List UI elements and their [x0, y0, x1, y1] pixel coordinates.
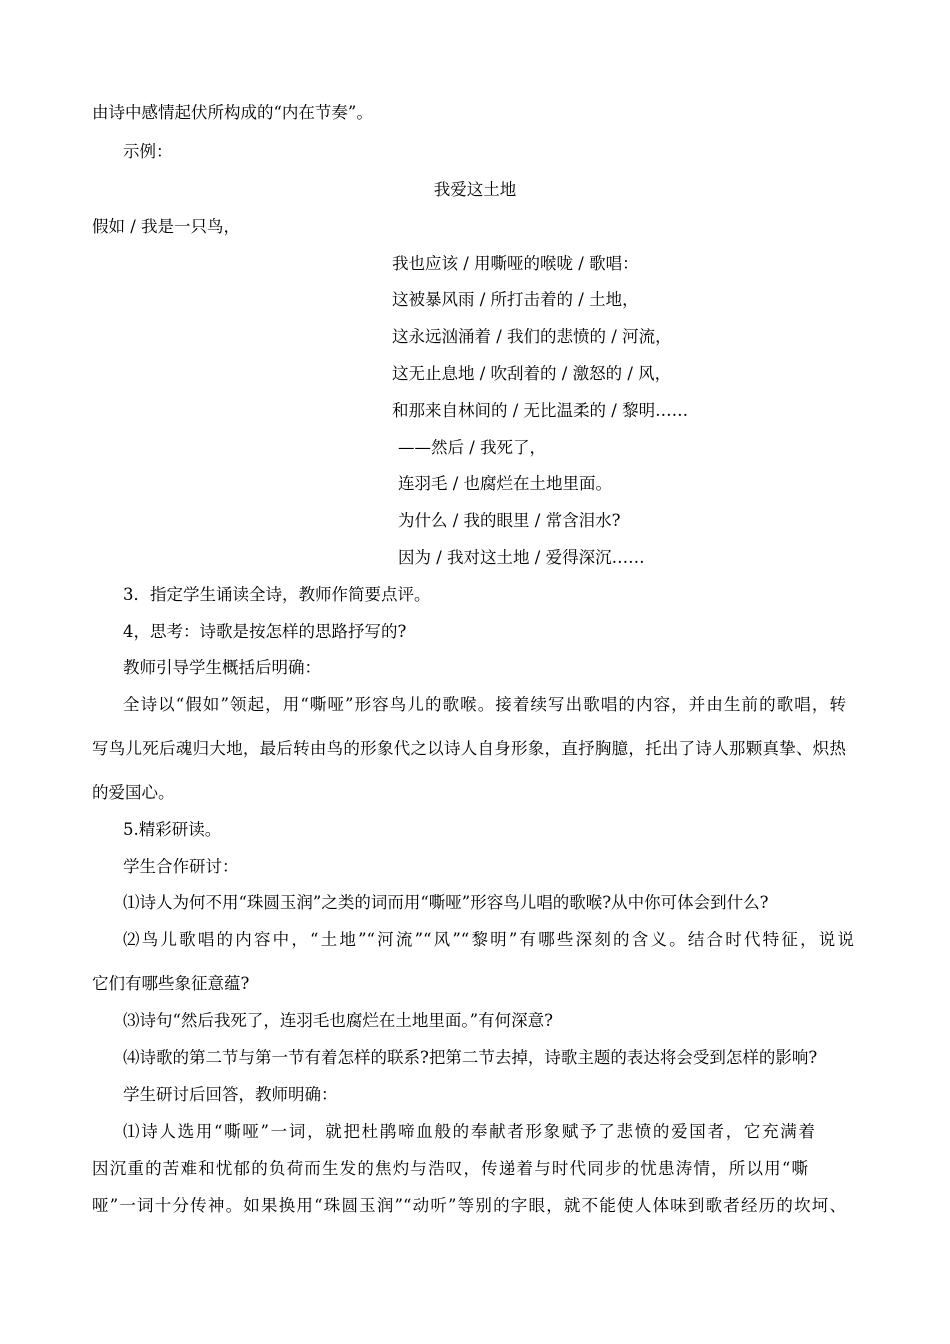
poem-line: 假如 / 我是一只鸟， — [92, 217, 241, 236]
poem-title: 我爱这土地 — [433, 180, 517, 199]
paragraph-line: 由诗中感情起伏所构成的“内在节奏”。 — [92, 103, 373, 122]
answer-line: 哑”一词十分传神。如果换用“珠圆玉润”“动听”等别的字眼，就不能使人体味到歌者经历的坎坷、 — [92, 1196, 846, 1215]
question-line: ⑵鸟儿歌唱的内容中，“土地”“河流”“风”“黎明”有哪些深刻的含义。结合时代特征，说说 — [123, 930, 854, 949]
paragraph-line: 4，思考：诗歌是按怎样的思路抒写的? — [123, 622, 407, 641]
poem-line: 这被暴风雨 / 所打击着的 / 土地， — [392, 290, 639, 309]
question-line: ⑴诗人为何不用“珠圆玉润”之类的词而用“嘶哑”形容鸟儿唱的歌喉?从中你可体会到什么? — [123, 893, 769, 912]
paragraph-line: 学生研讨后回答，教师明确： — [123, 1085, 338, 1104]
section-heading: 5.精彩研读。 — [123, 820, 222, 839]
question-line: ⑶诗句“然后我死了，连羽毛也腐烂在土地里面。”有何深意? — [123, 1011, 553, 1030]
answer-line: 因沉重的苦难和忧郁的负荷而生发的焦灼与浩叹，传递着与时代同步的忧患涛情，所以用“嘶 — [92, 1159, 808, 1178]
paragraph-line: 写鸟儿死后魂归大地，最后转由鸟的形象代之以诗人自身形象，直抒胸臆，托出了诗人那颗真挚、炽热 — [92, 739, 846, 758]
example-label: 示例： — [123, 142, 173, 161]
poem-line: 和那来自林间的 / 无比温柔的 / 黎明…… — [392, 401, 689, 420]
paragraph-line: 3．指定学生诵读全诗，教师作简要点评。 — [123, 585, 431, 604]
paragraph-line: 教师引导学生概括后明确： — [123, 658, 321, 677]
question-line: 它们有哪些象征意蕴? — [92, 974, 250, 993]
poem-line: 这无止息地 / 吹刮着的 / 激怒的 / 风， — [392, 364, 672, 383]
paragraph-line: 的爱国心。 — [92, 783, 175, 802]
question-line: ⑷诗歌的第二节与第一节有着怎样的联系?把第二节去掉，诗歌主题的表达将会受到怎样的影响? — [123, 1048, 818, 1067]
poem-line: 因为 / 我对这土地 / 爱得深沉…… — [398, 548, 645, 567]
answer-line: ⑴诗人选用“嘶哑”一词，就把杜鹃啼血般的奉献者形象赋予了悲愤的爱国者，它充满着 — [123, 1122, 815, 1141]
poem-line: 我也应该 / 用嘶哑的喉咙 / 歌唱： — [392, 254, 639, 273]
poem-line: ——然后 / 我死了， — [398, 438, 547, 457]
poem-line: 为什么 / 我的眼里 / 常含泪水? — [398, 511, 621, 530]
poem-line: 连羽毛 / 也腐烂在土地里面。 — [398, 474, 613, 493]
paragraph-line: 全诗以“假如”领起，用“嘶哑”形容鸟儿的歌喉。接着续写出歌唱的内容，并由生前的歌唱，转 — [123, 695, 846, 714]
poem-line: 这永远汹涌着 / 我们的悲愤的 / 河流， — [392, 327, 672, 346]
paragraph-line: 学生合作研讨： — [123, 857, 239, 876]
